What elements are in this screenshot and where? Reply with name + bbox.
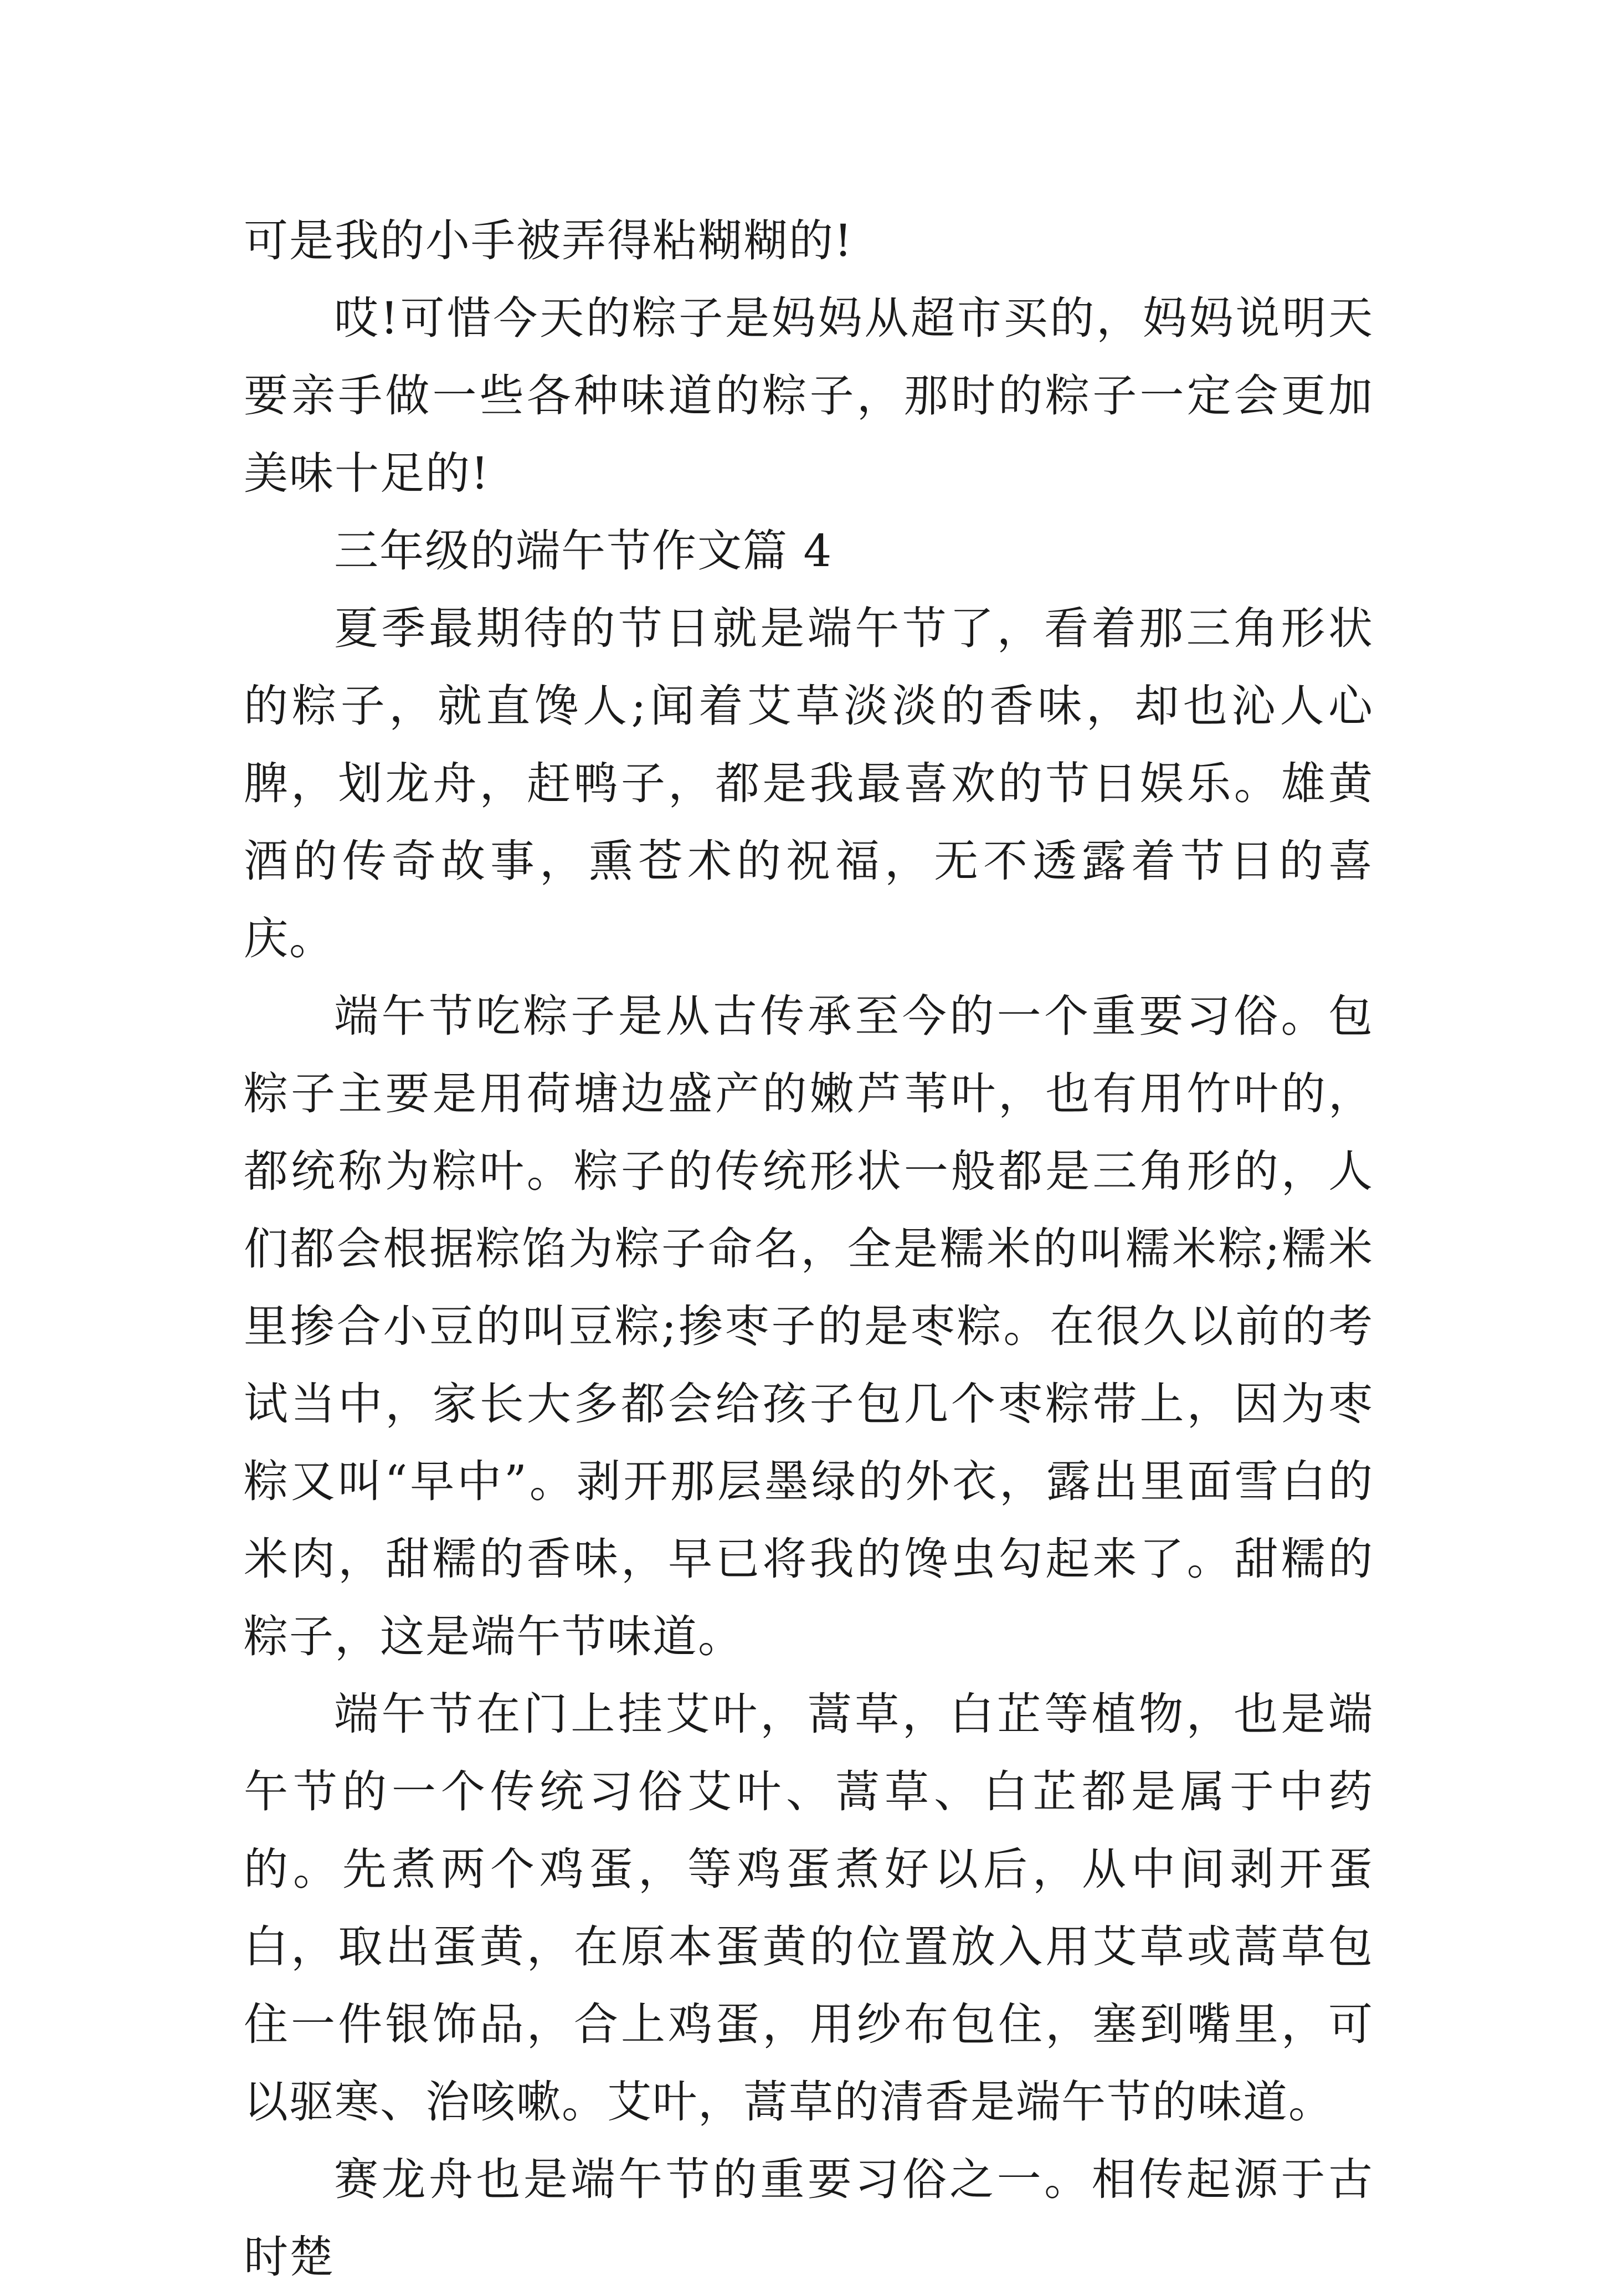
section-heading: 三年级的端午节作文篇 4: [334, 525, 833, 577]
document-body: [244, 202, 1374, 2296]
paragraph: 哎!可惜今天的粽子是妈妈从超市买的，妈妈说明天要亲手做一些各种味道的粽子，那时的粽子一定会更加美味十足的!: [244, 292, 1374, 499]
paragraph-continuation: 可是我的小手被弄得粘糊糊的!: [244, 215, 854, 266]
paragraph: 端午节在门上挂艾叶，蒿草，白芷等植物，也是端午节的一个传统习俗艾叶、蒿草、白芷都是属于中药的。先煮两个鸡蛋，等鸡蛋煮好以后，从中间剥开蛋白，取出蛋黄，在原本蛋黄的位置放入用艾草或蒿草包住一件银饰品，合上鸡蛋，用纱布包住，塞到嘴里，可以驱寒、治咳嗽。艾叶，蒿草的清香是端午节的味道。: [244, 1688, 1374, 2128]
paragraph: 夏季最期待的节日就是端午节了，看着那三角形状的粽子，就直馋人;闻着艾草淡淡的香味，却也沁人心脾，划龙舟，赶鸭子，都是我最喜欢的节日娱乐。雄黄酒的传奇故事，熏苍术的祝福，无不透露着节日的喜庆。: [244, 603, 1374, 964]
paragraph-truncated: 赛龙舟也是端午节的重要习俗之一。相传起源于古时楚: [244, 2154, 1374, 2283]
paragraph: 端午节吃粽子是从古传承至今的一个重要习俗。包粽子主要是用荷塘边盛产的嫩芦苇叶，也有用竹叶的，都统称为粽叶。粽子的传统形状一般都是三角形的，人们都会根据粽馅为粽子命名，全是糯米的叫糯米粽;糯米里掺合小豆的叫豆粽;掺枣子的是枣粽。在很久以前的考试当中，家长大多都会给孩子包几个枣粽带上，因为枣粽又叫“早中”。剥开那层墨绿的外衣，露出里面雪白的米肉，甜糯的香味，早已将我的馋虫勾起来了。甜糯的粽子，这是端午节味道。: [244, 990, 1374, 1662]
